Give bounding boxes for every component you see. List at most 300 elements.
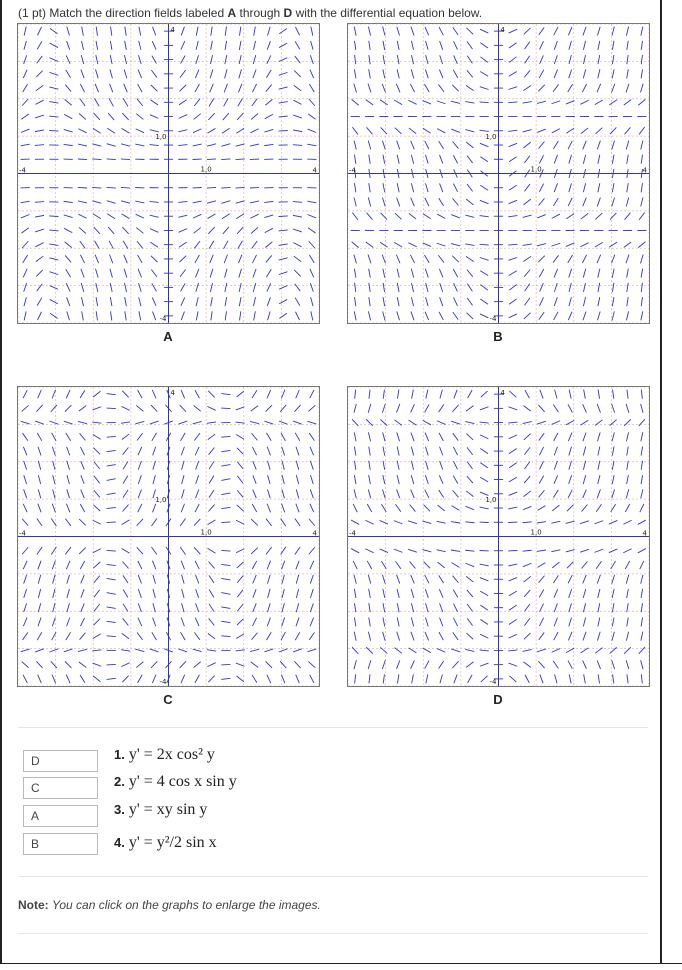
slope-segment	[138, 283, 141, 292]
slope-segment	[107, 128, 115, 133]
slope-segment	[310, 390, 314, 398]
slope-segment	[78, 201, 87, 203]
slope-segment	[78, 144, 87, 146]
slope-segment	[540, 283, 544, 291]
slope-segment	[411, 41, 413, 50]
slope-segment	[194, 99, 200, 106]
slope-segment	[368, 632, 370, 641]
slope-segment	[208, 548, 216, 553]
slope-segment	[36, 256, 43, 261]
slope-segment	[38, 504, 41, 513]
slope-segment	[581, 128, 588, 134]
slope-segment	[180, 661, 186, 668]
slope-segment	[110, 283, 112, 292]
slope-segment	[627, 269, 629, 278]
slope-segment	[150, 130, 159, 132]
slope-segment	[410, 84, 414, 92]
slope-segment	[239, 283, 241, 292]
slope-segment	[37, 41, 42, 49]
slope-segment	[267, 297, 270, 306]
tick-label-x1: 1,0	[200, 165, 212, 174]
slope-segment	[266, 433, 271, 441]
slope-segment	[150, 242, 158, 247]
slope-segment	[425, 447, 428, 456]
slope-segment	[465, 422, 474, 424]
slope-segment	[78, 214, 86, 218]
equation-1-text: y' = 2x cos² y	[128, 746, 215, 763]
slope-segment	[221, 678, 230, 679]
slope-segment	[394, 549, 403, 552]
slope-segment	[509, 619, 517, 624]
direction-field-a[interactable]	[17, 23, 320, 324]
slope-segment	[641, 390, 642, 399]
slope-segment	[626, 141, 628, 150]
slope-segment	[78, 159, 87, 160]
slope-segment	[382, 84, 385, 93]
slope-segment	[598, 603, 600, 612]
slope-segment	[408, 243, 416, 247]
slope-segment	[109, 241, 113, 249]
slope-segment	[265, 228, 273, 232]
slope-segment	[23, 632, 28, 640]
slope-segment	[236, 634, 244, 639]
slope-segment	[480, 463, 488, 468]
slope-segment	[411, 447, 413, 456]
slope-segment	[81, 283, 84, 292]
slope-segment	[597, 660, 600, 669]
slope-segment	[196, 589, 199, 598]
slope-segment	[537, 215, 546, 218]
slope-segment	[194, 228, 201, 234]
slope-segment	[123, 447, 129, 454]
slope-segment	[523, 86, 531, 91]
slope-segment	[267, 55, 271, 63]
slope-segment	[583, 27, 586, 36]
slope-segment	[152, 504, 155, 513]
slope-segment	[236, 549, 244, 553]
slope-segment	[411, 617, 413, 626]
slope-segment	[523, 563, 532, 566]
slope-segment	[150, 229, 158, 233]
slope-segment	[627, 447, 629, 456]
slope-segment	[137, 433, 143, 440]
slope-segment	[554, 297, 557, 306]
slope-segment	[354, 255, 357, 264]
slope-segment	[508, 422, 517, 423]
slope-segment	[96, 27, 97, 36]
slope-segment	[237, 490, 243, 497]
slope-segment	[80, 241, 85, 248]
direction-field-d[interactable]	[347, 386, 650, 687]
slope-segment	[95, 255, 98, 264]
slope-segment	[509, 314, 517, 318]
slope-segment	[423, 243, 432, 246]
slope-segment	[411, 589, 414, 598]
slope-segment	[65, 519, 71, 526]
slope-segment	[67, 489, 70, 498]
slope-segment	[294, 85, 301, 90]
slope-segment	[569, 618, 572, 627]
slope-segment	[264, 144, 273, 145]
slope-segment	[207, 406, 215, 410]
slope-segment	[94, 619, 101, 625]
slope-segment	[49, 72, 58, 75]
slope-segment	[627, 297, 628, 306]
slope-segment	[411, 433, 414, 442]
slope-segment	[208, 391, 214, 398]
slope-segment	[221, 493, 230, 495]
slope-segment	[598, 269, 600, 278]
slope-segment	[296, 618, 299, 627]
slope-segment	[580, 521, 589, 524]
slope-segment	[107, 593, 116, 595]
slope-segment	[295, 312, 299, 320]
slope-segment	[425, 589, 428, 598]
slope-segment	[152, 56, 157, 64]
slope-segment	[383, 297, 385, 306]
slope-segment	[626, 311, 628, 320]
slope-segment	[598, 155, 600, 164]
slope-segment	[152, 561, 155, 570]
slope-segment	[253, 70, 256, 79]
slope-segment	[21, 129, 30, 132]
slope-segment	[583, 433, 586, 442]
slope-segment	[554, 603, 557, 612]
slope-segment	[138, 489, 141, 498]
slope-segment	[21, 421, 30, 424]
slope-segment	[439, 269, 443, 277]
slope-segment	[181, 504, 184, 513]
slope-segment	[566, 648, 574, 652]
slope-segment	[80, 561, 84, 569]
slope-segment	[383, 311, 385, 320]
slope-segment	[425, 69, 428, 78]
slope-segment	[282, 575, 284, 584]
slope-segment	[569, 475, 572, 484]
slope-segment	[354, 575, 356, 584]
slope-segment	[554, 27, 558, 35]
slope-segment	[178, 421, 187, 424]
equation-1: 1. y' = 2x cos² y	[114, 746, 215, 763]
slope-segment	[641, 589, 643, 598]
slope-segment	[237, 476, 243, 483]
slope-segment	[221, 636, 230, 637]
slope-segment	[50, 43, 58, 47]
slope-segment	[426, 297, 429, 306]
slope-segment	[153, 618, 156, 627]
direction-field-b[interactable]	[347, 23, 650, 324]
slope-segment	[524, 142, 531, 148]
slope-segment	[397, 404, 400, 413]
slope-segment	[440, 603, 443, 612]
direction-field-plot	[18, 387, 319, 686]
slope-segment	[209, 447, 215, 454]
slope-segment	[52, 390, 55, 399]
slope-segment	[383, 432, 385, 441]
slope-segment	[554, 155, 557, 164]
slope-segment	[397, 589, 399, 598]
slope-segment	[525, 56, 530, 64]
answer-select-3[interactable]: A	[23, 805, 98, 827]
slope-segment	[568, 661, 572, 669]
slope-segment	[539, 632, 544, 639]
slope-segment	[65, 255, 71, 262]
slope-segment	[49, 131, 58, 132]
slope-segment	[309, 99, 315, 106]
slope-segment	[267, 390, 271, 398]
slope-segment	[80, 675, 85, 683]
slope-segment	[50, 29, 58, 34]
slope-segment	[509, 663, 518, 666]
slope-segment	[539, 589, 544, 597]
slope-segment	[96, 311, 97, 320]
slope-segment	[625, 561, 629, 569]
slope-segment	[383, 27, 385, 36]
slope-segment	[151, 661, 157, 668]
separator-middle	[18, 876, 648, 877]
slope-segment	[253, 283, 256, 292]
slope-segment	[397, 674, 398, 683]
slope-segment	[397, 660, 400, 669]
slope-segment	[293, 100, 301, 104]
slope-segment	[93, 128, 101, 133]
slope-segment	[193, 201, 202, 203]
slope-segment	[267, 283, 271, 291]
slope-segment	[295, 284, 301, 291]
slope-segment	[182, 603, 185, 612]
slope-segment	[397, 55, 399, 64]
slope-segment	[397, 475, 399, 484]
slope-segment	[412, 674, 414, 683]
slope-segment	[566, 243, 575, 246]
answer-select-4[interactable]: B	[23, 833, 98, 855]
slope-segment	[394, 242, 402, 247]
slope-segment	[209, 575, 214, 583]
answer-select-1[interactable]: D	[23, 750, 98, 772]
slope-segment	[425, 490, 429, 498]
slope-segment	[641, 447, 642, 456]
slope-segment	[480, 564, 489, 566]
slope-segment	[35, 130, 44, 132]
slope-segment	[24, 589, 27, 598]
slope-segment	[598, 475, 600, 484]
slope-segment	[222, 128, 230, 133]
slope-segment	[452, 661, 458, 668]
slope-segment	[138, 475, 141, 484]
slope-segment	[409, 213, 416, 219]
slope-segment	[523, 406, 530, 411]
slope-segment	[480, 477, 488, 482]
slope-segment	[67, 297, 70, 306]
slope-segment	[92, 201, 101, 203]
slope-segment	[383, 632, 385, 641]
slope-segment	[210, 69, 213, 78]
slope-segment	[523, 522, 532, 523]
slope-segment	[539, 490, 545, 497]
slope-segment	[122, 227, 128, 234]
slope-segment	[66, 632, 71, 640]
slope-segment	[207, 144, 216, 146]
slope-segment	[538, 85, 545, 91]
slope-segment	[137, 632, 143, 639]
slope-segment	[440, 674, 442, 683]
slope-segment	[524, 576, 531, 582]
slope-segment	[150, 115, 158, 119]
slope-segment	[509, 634, 517, 638]
direction-field-plot	[18, 24, 319, 323]
slope-segment	[252, 618, 256, 626]
slope-segment	[412, 55, 414, 64]
slope-segment	[626, 84, 629, 93]
slope-segment	[80, 390, 85, 398]
answer-select-2[interactable]: C	[23, 777, 98, 799]
slope-segment	[138, 255, 142, 263]
slope-segment	[465, 244, 474, 245]
slope-segment	[583, 461, 585, 470]
slope-segment	[151, 547, 156, 554]
slope-segment	[122, 214, 130, 219]
slope-segment	[466, 142, 473, 148]
slope-segment	[250, 421, 259, 423]
slope-segment	[626, 489, 628, 498]
slope-segment	[612, 297, 614, 306]
slope-segment	[397, 311, 400, 320]
slope-segment	[641, 55, 642, 64]
slope-segment	[107, 564, 116, 565]
slope-segment	[152, 632, 157, 640]
slope-segment	[453, 476, 458, 484]
slope-segment	[425, 433, 429, 441]
slope-segment	[293, 115, 302, 118]
slope-segment	[438, 84, 444, 91]
slope-segment	[23, 561, 27, 569]
slope-segment	[467, 56, 472, 64]
slope-segment	[65, 547, 71, 554]
slope-segment	[453, 269, 457, 277]
slope-segment	[308, 228, 315, 233]
slope-segment	[411, 575, 415, 583]
slope-segment	[396, 84, 400, 92]
slope-segment	[553, 405, 558, 413]
slope-segment	[95, 84, 98, 93]
slope-segment	[35, 649, 44, 652]
slope-segment	[207, 650, 216, 651]
field-label-d: D	[493, 692, 503, 707]
slope-segment	[369, 283, 370, 292]
slope-segment	[236, 214, 244, 219]
slope-segment	[195, 504, 199, 512]
slope-segment	[524, 434, 531, 440]
slope-segment	[439, 141, 444, 149]
slope-segment	[583, 475, 586, 484]
slope-segment	[296, 575, 299, 584]
slope-segment	[138, 575, 141, 584]
slope-segment	[369, 447, 371, 456]
slope-segment	[626, 660, 629, 669]
slope-segment	[509, 578, 518, 581]
slope-segment	[81, 41, 83, 50]
slope-segment	[296, 675, 300, 683]
slope-segment	[310, 475, 313, 484]
slope-segment	[425, 312, 429, 320]
slope-segment	[310, 504, 314, 512]
slope-segment	[310, 618, 314, 626]
slope-segment	[524, 604, 529, 611]
slope-segment	[282, 489, 284, 498]
slope-segment	[366, 242, 373, 247]
slope-segment	[66, 504, 69, 513]
slope-segment	[35, 115, 44, 118]
slope-segment	[539, 447, 543, 455]
slope-segment	[584, 283, 586, 292]
slope-segment	[123, 590, 128, 598]
slope-segment	[23, 618, 27, 626]
slope-segment	[121, 650, 130, 651]
slope-segment	[152, 675, 156, 683]
slope-segment	[369, 55, 370, 64]
slope-segment	[64, 129, 73, 132]
slope-segment	[540, 55, 544, 63]
slope-segment	[293, 215, 302, 217]
slope-segment	[123, 461, 128, 469]
slope-segment	[555, 674, 557, 683]
slope-segment	[195, 390, 199, 398]
slope-segment	[23, 675, 27, 683]
slope-segment	[309, 519, 315, 526]
separator-bottom	[18, 933, 648, 934]
slope-segment	[437, 243, 446, 246]
slope-segment	[439, 405, 444, 413]
slope-segment	[181, 41, 185, 49]
slope-segment	[279, 421, 288, 424]
slope-segment	[37, 312, 41, 320]
slope-segment	[253, 461, 256, 470]
slope-segment	[437, 214, 445, 218]
slope-segment	[383, 461, 385, 470]
slope-segment	[79, 519, 86, 525]
slope-segment	[221, 578, 230, 580]
slope-segment	[225, 269, 227, 278]
slope-segment	[138, 269, 141, 278]
slope-segment	[21, 228, 28, 233]
slope-segment	[139, 297, 141, 306]
slope-segment	[537, 522, 546, 523]
slope-segment	[121, 201, 130, 203]
slope-segment	[21, 214, 30, 217]
slope-segment	[425, 155, 428, 164]
equation-2-text: y' = 4 cos x sin y	[128, 773, 237, 790]
slope-segment	[509, 449, 517, 454]
slope-segment	[425, 404, 429, 412]
slope-segment	[24, 27, 26, 36]
slope-segment	[21, 144, 30, 146]
slope-segment	[265, 114, 273, 118]
slope-segment	[537, 129, 546, 132]
slope-segment	[369, 589, 371, 598]
slope-segment	[509, 143, 518, 146]
slope-segment	[266, 632, 271, 640]
slope-segment	[509, 157, 517, 162]
tick-label-x1: 1,0	[530, 528, 542, 537]
slope-segment	[383, 674, 384, 683]
direction-field-c[interactable]	[17, 386, 320, 687]
slope-segment	[451, 244, 460, 246]
slope-segment	[481, 391, 488, 397]
slope-segment	[23, 70, 27, 78]
slope-segment	[252, 99, 257, 106]
slope-segment	[568, 575, 572, 583]
slope-segment	[568, 141, 572, 149]
